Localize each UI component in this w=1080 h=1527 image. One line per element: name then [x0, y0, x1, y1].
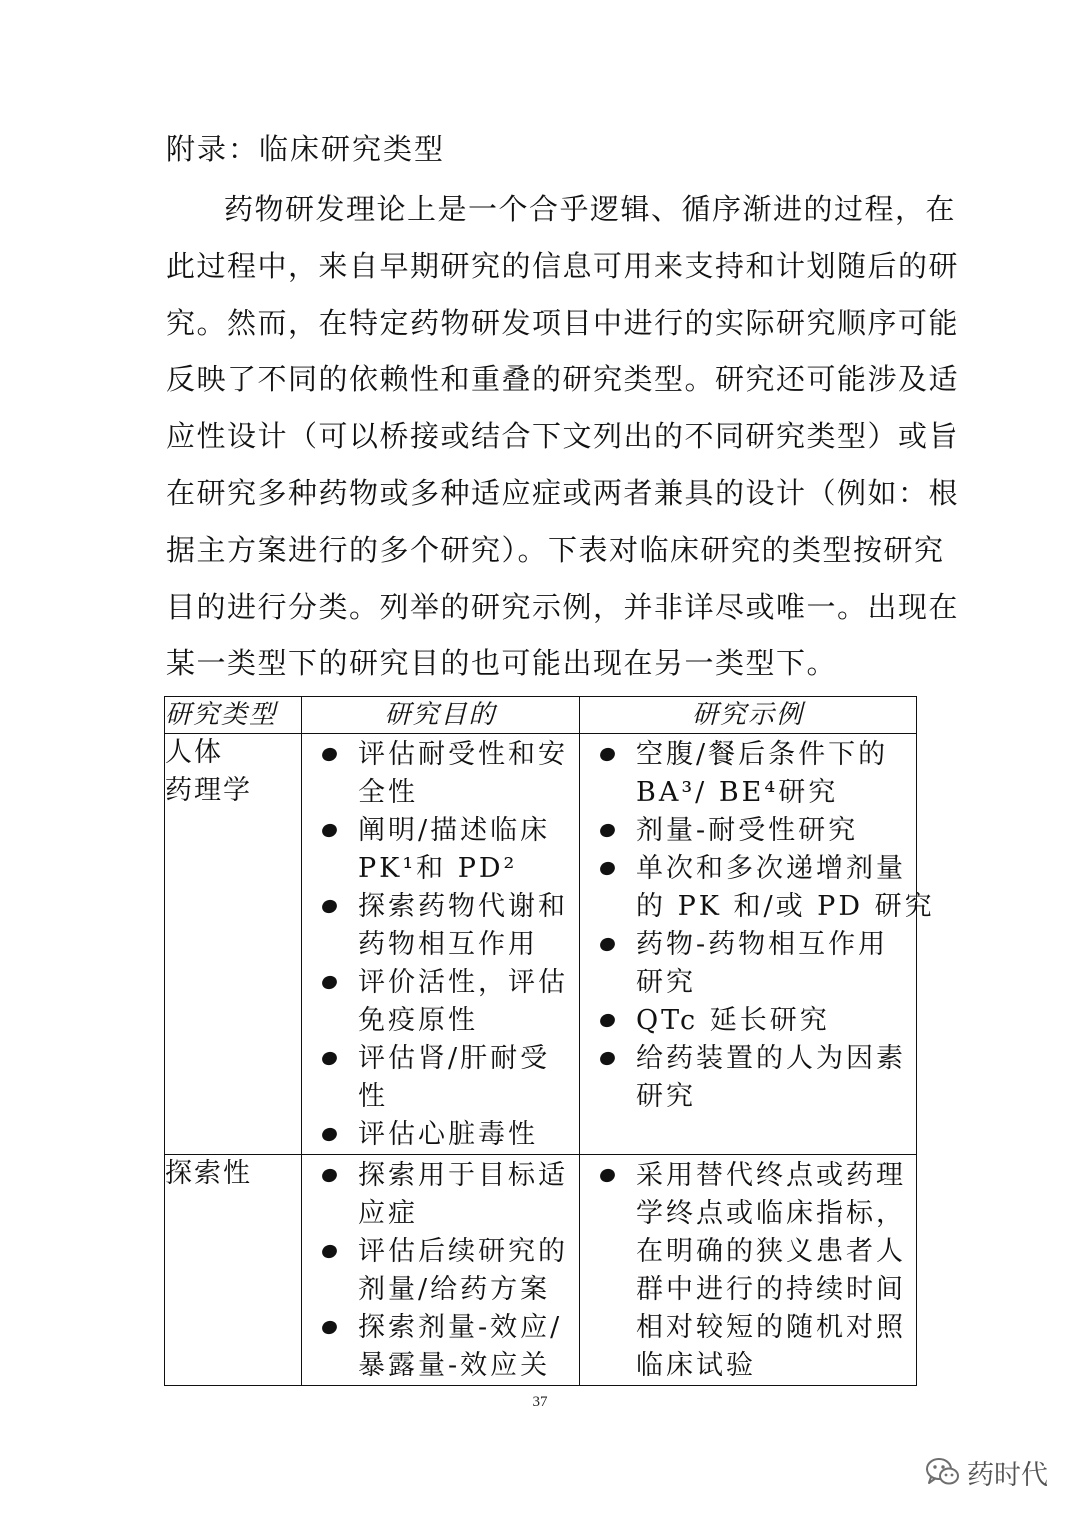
intro-line: 此过程中，来自早期研究的信息可用来支持和计划随后的研: [166, 248, 960, 283]
goal-text: 评估肾/肝耐受: [358, 1043, 551, 1074]
goal-text: 剂量/给药方案: [358, 1274, 551, 1305]
study-example-cell: [580, 1155, 917, 1386]
page-number: 37: [532, 1394, 548, 1410]
goal-text: 药物相互作用: [358, 929, 538, 960]
goal-text: 探索用于目标适: [358, 1160, 568, 1191]
goal-item: [302, 736, 571, 812]
wechat-icon: [925, 1456, 961, 1488]
bullet-dot-icon: [598, 1167, 617, 1184]
study-type-cell: [165, 1155, 302, 1386]
goal-text: 应症: [358, 1198, 418, 1229]
example-text: QTc 延长研究: [636, 1005, 830, 1036]
intro-paragraph: [166, 181, 960, 692]
example-text: 药物-药物相互作用: [636, 929, 889, 960]
example-text: 学终点或临床指标，: [636, 1198, 906, 1229]
example-item: [580, 1157, 908, 1385]
bullet-dot-icon: [598, 746, 617, 763]
bullet-dot-icon: [598, 1012, 617, 1029]
bullet-dot-icon: [320, 974, 339, 991]
study-goal-cell: [302, 1155, 580, 1386]
bullet-dot-icon: [320, 898, 339, 915]
goal-item: [302, 812, 571, 888]
goal-text: 探索剂量-效应/: [358, 1312, 563, 1343]
goal-text: 性: [358, 1081, 388, 1112]
goal-text: 评估心脏毒性: [358, 1119, 538, 1150]
goal-item: [302, 1157, 571, 1233]
example-text: 研究: [636, 967, 696, 998]
goal-item: [302, 964, 571, 1040]
bullet-dot-icon: [320, 1167, 339, 1184]
bullet-dot-icon: [598, 822, 617, 839]
watermark: [925, 1452, 1048, 1492]
header-study-type: 研究类型: [165, 697, 302, 734]
goal-item: [302, 1040, 571, 1116]
example-item: [580, 1040, 908, 1116]
intro-line: 反映了不同的依赖性和重叠的研究类型。研究还可能涉及适: [166, 362, 960, 397]
intro-line: 应性设计（可以桥接或结合下文列出的不同研究类型）或旨: [166, 419, 960, 454]
intro-line: 究。然而，在特定药物研发项目中进行的实际研究顺序可能: [166, 305, 960, 340]
study-type-text: 人体: [165, 737, 223, 768]
goal-text: 全性: [358, 777, 418, 808]
header-study-example: 研究示例: [580, 697, 917, 734]
example-item: [580, 812, 908, 850]
intro-line: 据主方案进行的多个研究）。下表对临床研究的类型按研究: [166, 532, 945, 567]
goal-item: [302, 888, 571, 964]
table-row-exploratory: [165, 1155, 917, 1386]
bullet-dot-icon: [320, 1126, 339, 1143]
intro-line: 药物研发理论上是一个合乎逻辑、循序渐进的过程，在: [224, 192, 957, 226]
example-text: 单次和多次递增剂量: [636, 853, 906, 884]
study-type-text: 探索性: [165, 1158, 252, 1189]
intro-line: 某一类型下的研究目的也可能出现在另一类型下。: [166, 646, 838, 681]
example-text: 临床试验: [636, 1350, 756, 1381]
study-type-text: 药理学: [165, 775, 252, 806]
goal-list: [302, 734, 579, 1154]
intro-line: 目的进行分类。列举的研究示例，并非详尽或唯一。出现在: [166, 589, 960, 624]
goal-item: [302, 1309, 571, 1385]
example-list: [580, 1155, 916, 1385]
example-text: 空腹/餐后条件下的: [636, 739, 889, 770]
example-text: 给药装置的人为因素: [636, 1043, 906, 1074]
goal-item: [302, 1116, 571, 1154]
table-header-row: [165, 697, 917, 734]
example-item: [580, 850, 935, 926]
study-example-cell: [580, 734, 935, 1155]
bullet-dot-icon: [598, 936, 617, 953]
bullet-dot-icon: [320, 1319, 339, 1336]
example-text: 剂量-耐受性研究: [636, 815, 859, 846]
example-text: 的 PK 和/或 PD 研究: [636, 891, 935, 922]
goal-item: [302, 1233, 571, 1309]
goal-list: [302, 1155, 579, 1385]
appendix-heading: 附录：临床研究类型: [166, 132, 446, 166]
goal-text: 评估后续研究的: [358, 1236, 568, 1267]
study-type-cell: [165, 734, 302, 1155]
header-study-goal: 研究目的: [302, 697, 580, 734]
example-text: 采用替代终点或药理: [636, 1160, 906, 1191]
example-list: [580, 734, 935, 1116]
example-text: BA³/ BE⁴研究: [636, 777, 839, 808]
intro-line: 在研究多种药物或多种适应症或两者兼具的设计（例如：根: [166, 475, 960, 510]
example-text: 研究: [636, 1081, 696, 1112]
bullet-dot-icon: [320, 1243, 339, 1260]
goal-text: 免疫原性: [358, 1005, 478, 1036]
goal-text: 评价活性，评估: [358, 967, 568, 998]
example-text: 在明确的狭义患者人: [636, 1236, 906, 1267]
table-row-human-pharmacology: [165, 734, 917, 1155]
watermark-text: 药时代: [967, 1459, 1048, 1491]
example-item: [580, 1002, 908, 1040]
goal-text: 阐明/描述临床: [358, 815, 551, 846]
study-type-table: [164, 696, 935, 1386]
example-item: [580, 926, 908, 1002]
bullet-dot-icon: [598, 1050, 617, 1067]
goal-text: 暴露量-效应关: [358, 1350, 551, 1381]
bullet-dot-icon: [598, 860, 617, 877]
example-text: 群中进行的持续时间: [636, 1274, 906, 1305]
study-goal-cell: [302, 734, 580, 1155]
bullet-dot-icon: [320, 1050, 339, 1067]
example-text: 相对较短的随机对照: [636, 1312, 906, 1343]
goal-text: PK¹和 PD²: [358, 853, 518, 884]
goal-text: 探索药物代谢和: [358, 891, 568, 922]
bullet-dot-icon: [320, 746, 339, 763]
bullet-dot-icon: [320, 822, 339, 839]
goal-text: 评估耐受性和安: [358, 739, 568, 770]
example-item: [580, 736, 908, 812]
